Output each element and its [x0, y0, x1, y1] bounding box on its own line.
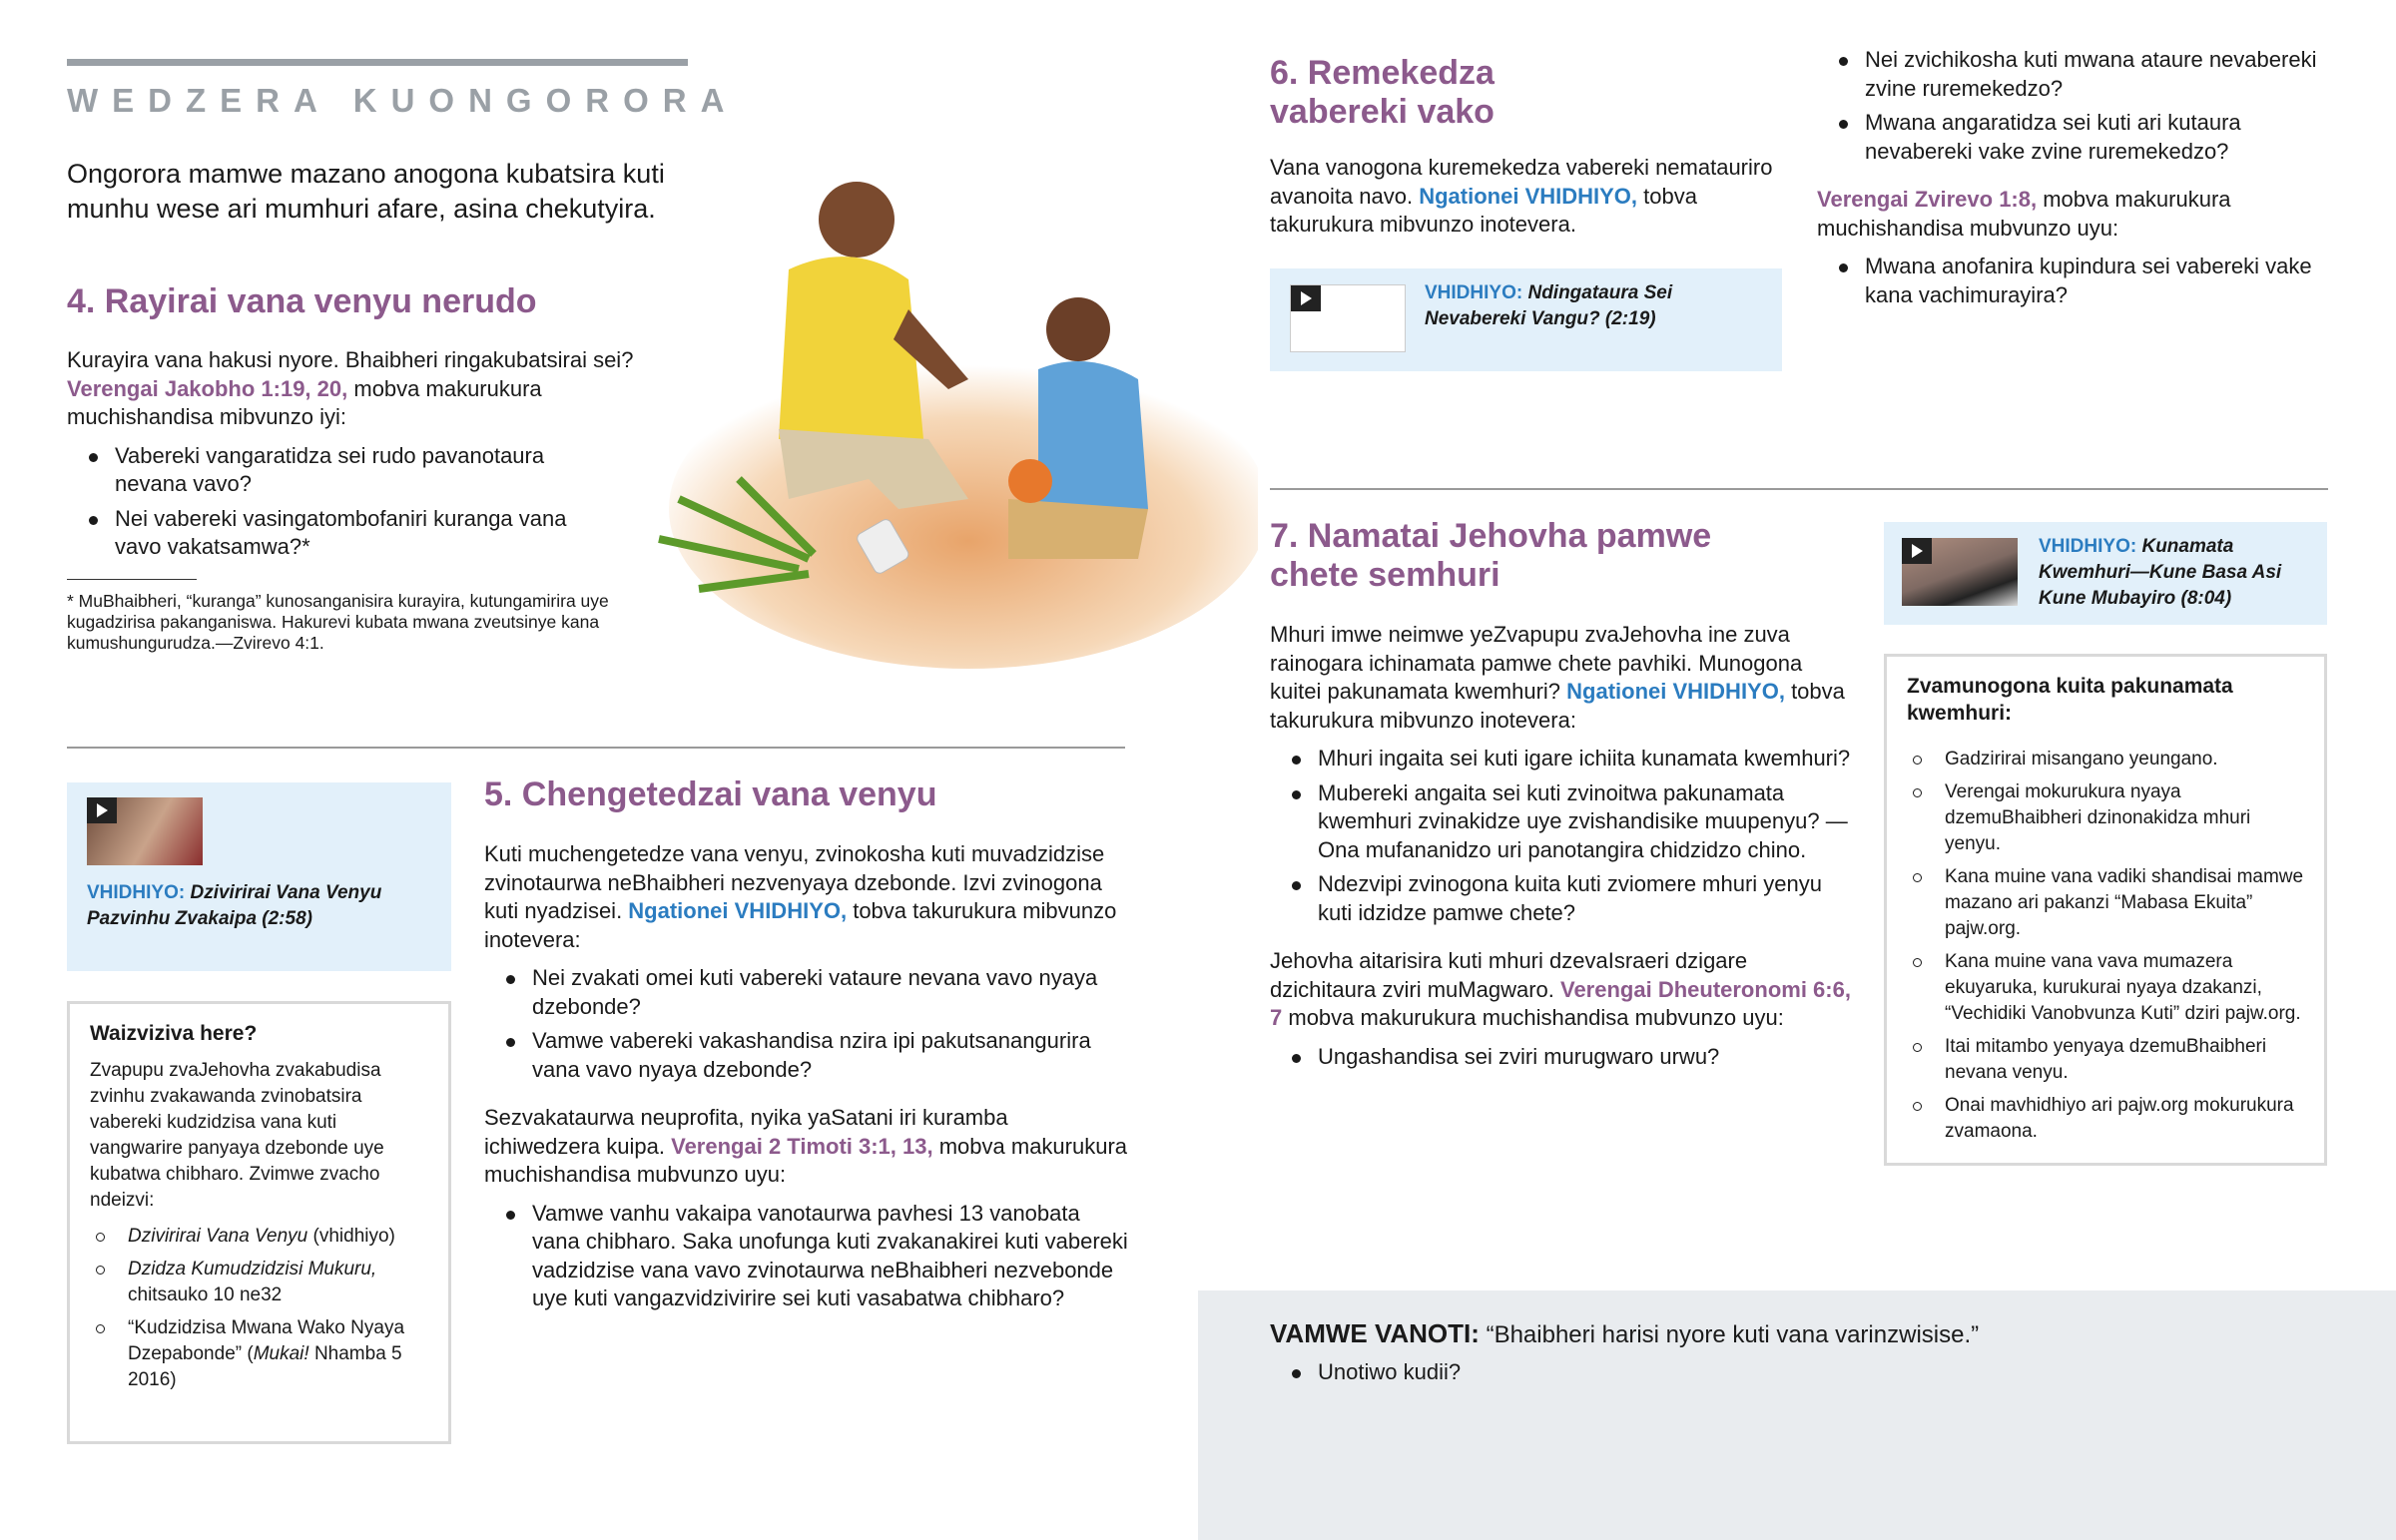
section-6 — [1270, 54, 1789, 240]
section-4-paragraph — [67, 346, 656, 432]
video-thumbnail[interactable] — [1902, 538, 2018, 606]
video-label: VHIDHIYO: — [1425, 282, 1523, 303]
section-7-paragraph — [1270, 621, 1859, 735]
divider — [67, 747, 1125, 749]
video-title[interactable]: Ndingataura Sei Nevabereki Vangu? (2:19) — [1425, 282, 1673, 329]
family-worship-ideas-box — [1884, 654, 2327, 1166]
video-link[interactable]: Ngationei VHIDHIYO, — [628, 898, 848, 923]
question: Unotiwo kudii? — [1270, 1358, 2324, 1387]
others-say-label: VAMWE VANOTI: — [1270, 1318, 1480, 1348]
video-label: VHIDHIYO: — [2039, 536, 2137, 557]
others-say-text — [1270, 1318, 2324, 1350]
text: mobva makurukura muchishandisa mubvunzo uyu: — [1282, 1005, 1784, 1030]
idea-item: Itai mitambo yenyaya dzemuBhaibheri nevana venyu. — [1907, 1034, 2304, 1086]
idea-item: Kana muine vana vadiki shandisai mamwe mazano ari pakanzi “Mabasa Ekuita” pajw.org. — [1907, 864, 2304, 942]
others-say-panel — [1198, 1290, 2396, 1540]
question: Mwana angaratidza sei kuti ari kutaura nevabereki vake zvine ruremekedzo? — [1817, 109, 2336, 166]
question: Nei zvakati omei kuti vabereki vataure nevana vavo nyaya dzebonde? — [484, 964, 1128, 1021]
resource-title: Dzivirirai Vana Venyu — [128, 1226, 308, 1247]
video-caption — [1425, 280, 1764, 332]
did-you-know-box — [67, 1001, 451, 1444]
video-thumbnail[interactable] — [87, 797, 203, 865]
box-title: Waizviziva here? — [90, 1022, 258, 1045]
text: Mhuri imwe neimwe yeZvapupu zvaJehovha ine zuva rainogara ichinamata pamwe chete pavhiki. Munogona kuitei pakunamata kwemhuri? — [1270, 622, 1803, 704]
text: “Kudzidzisa Mwana Wako Nyaya Dzepabonde” ( — [128, 1317, 405, 1364]
section-5-paragraph — [484, 840, 1128, 954]
scripture-link[interactable]: Verengai Zvirevo 1:8, — [1817, 187, 2038, 212]
video-caption — [87, 880, 426, 932]
video-link[interactable]: Ngationei VHIDHIYO, — [1419, 183, 1638, 209]
question: Vamwe vabereki vakashandisa nzira ipi pakutsanangurira vana vavo nyaya dzebonde? — [484, 1027, 1128, 1084]
section-7-paragraph-2 — [1270, 947, 1859, 1033]
scripture-link[interactable]: Verengai Dheuteronomi 6:6, 7 — [1270, 976, 1851, 1030]
text: Sezvakataurwa neuprofita, nyika yaSatani iri kuramba ichiwedzera kuipa. — [484, 1105, 1008, 1159]
text: mobva makurukura muchishandisa mubvunzo uyu: — [1817, 187, 2231, 241]
divider — [1270, 488, 2328, 490]
intro-text: Ongorora mamwe mazano anogona kubatsira kuti munhu wese ari mumhuri afare, asina chekutyira. — [67, 159, 665, 224]
section-6-title: 6. Remekedza vabereki vako — [1270, 54, 1495, 131]
text: mobva makurukura muchishandisa mubvunzo uyu: — [484, 1133, 1128, 1187]
text: Vana vanogona kuremekedza vabereki nematauriro avanoita navo. — [1270, 155, 1773, 209]
video-caption — [2039, 534, 2308, 612]
text: Jehovha aitarisira kuti mhuri dzevaIsraeri dzigare dzichitaura zviri muMagwaro. — [1270, 948, 1748, 1002]
header-bar — [67, 59, 688, 66]
text: (vhidhiyo) — [307, 1226, 395, 1247]
video-label: VHIDHIYO: — [87, 882, 186, 903]
question: Nei zvichikosha kuti mwana ataure nevabereki zvine ruremekedzo? — [1817, 46, 2336, 103]
section-7-title: 7. Namatai Jehovha pamwe chete semhuri — [1270, 517, 1712, 594]
resource-item — [90, 1315, 428, 1393]
play-icon — [1902, 538, 1932, 564]
section-4 — [67, 282, 656, 568]
video-link[interactable]: Ngationei VHIDHIYO, — [1566, 679, 1785, 704]
play-icon — [1291, 285, 1321, 311]
text: Kurayira vana hakusi nyore. Bhaibheri ringakubatsirai sei? — [67, 347, 634, 372]
section-4-title: 4. Rayirai vana venyu nerudo — [67, 282, 537, 320]
question: Mubereki angaita sei kuti zvinoitwa pakunamata kwemhuri zvinakidze uye zvishandisike muupenyu? —Ona mufananidzo uri panotangira chidzidzo chino. — [1270, 779, 1859, 865]
scripture-link[interactable]: Verengai 2 Timoti 3:1, 13, — [671, 1133, 933, 1159]
question: Nei vabereki vasingatombofaniri kuranga vana vavo vakatsamwa?* — [67, 505, 606, 562]
section-6-paragraph — [1270, 154, 1789, 240]
resource-title: Mukai! — [253, 1343, 309, 1364]
text: tobva takurukura mibvunzo inotevera: — [484, 898, 1117, 952]
section-6-right-column — [1817, 46, 2336, 315]
question: Vabereki vangaratidza sei rudo pavanotaura nevana vavo? — [67, 442, 606, 499]
text: Nhamba 5 2016) — [128, 1343, 402, 1390]
video-card-protect-children[interactable] — [67, 782, 451, 971]
idea-item: Onai mavhidhiyo ari pajw.org mokurukura zvamaona. — [1907, 1093, 2304, 1145]
section-6-paragraph-2 — [1817, 186, 2336, 243]
video-title[interactable]: Dzivirirai Vana Venyu Pazvinhu Zvakaipa (2:58) — [87, 882, 382, 929]
resource-title: Dzidza Kumudzidzisi Mukuru, — [128, 1259, 377, 1280]
video-thumbnail[interactable] — [1290, 284, 1406, 352]
scripture-link[interactable]: Verengai Jakobho 1:19, 20, — [67, 375, 348, 401]
question: Ungashandisa sei zviri murugwaro urwu? — [1270, 1043, 1859, 1072]
box-text: Zvapupu zvaJehovha zvakabudisa zvinhu zvakawanda zvinobatsira vabereki kudzidzisa vana kuti vangwarire panyaya dzebonde uye kubatwa chibharo. Zvimwe zvacho ndeizvi: — [90, 1060, 384, 1211]
section-7 — [1270, 517, 1859, 1077]
question: Vamwe vanhu vakaipa vanotaurwa pavhesi 13 vanobata vana chibharo. Saka unofunga kuti zvakanakirei kuti vabereki vadzidzise vana vavo zvinotaurwa neBhaibheri nezvebonde uye kuti vangazvidzivirire sei kuti vasabatwa chibharo? — [484, 1200, 1128, 1313]
question: Mhuri ingaita sei kuti igare ichiita kunamata kwemhuri? — [1270, 745, 1859, 773]
text: mobva makurukura muchishandisa mibvunzo iyi: — [67, 375, 542, 429]
text: chitsauko 10 ne32 — [128, 1284, 283, 1305]
footnote: * MuBhaibheri, “kuranga” kunosanganisira kurayira, kutungamirira uye kugadzirisa pakanganiswa. Hakurevi kubata mwana zveutsinye kana kumushungurudza.—Zvirevo 4:1. — [67, 591, 609, 653]
question: Mwana anofanira kupindura sei vabereki vake kana vachimurayira? — [1817, 253, 2336, 309]
section-5 — [484, 775, 1128, 1319]
video-card-talk-to-parents[interactable] — [1270, 268, 1782, 371]
quote: “Bhaibheri harisi nyore kuti vana varinzwisise.” — [1479, 1321, 1980, 1348]
text: tobva takurukura mibvunzo inotevera: — [1270, 679, 1845, 733]
section-5-paragraph-2 — [484, 1104, 1128, 1190]
resource-item — [90, 1224, 428, 1250]
box-title: Zvamunogona kuita pakunamata kwemhuri: — [1907, 675, 2233, 725]
idea-item: Verengai mokurukura nyaya dzemuBhaibheri dzinonakidza mhuri yenyu. — [1907, 779, 2304, 857]
text: tobva takurukura mibvunzo inotevera. — [1270, 183, 1697, 237]
video-title[interactable]: Kunamata Kwemhuri—Kune Basa Asi Kune Mubayiro (8:04) — [2039, 536, 2282, 609]
footnote-rule — [67, 579, 197, 580]
father-figure — [779, 182, 968, 509]
play-icon — [87, 797, 117, 823]
question: Ndezvipi zvinogona kuita kuti zviomere mhuri yenyu kuti idzidze pamwe chete? — [1270, 870, 1859, 927]
idea-item: Kana muine vana vava mumazera ekuyaruka, kurukurai nyaya dzakanzi, “Vechidiki Vanobvunza Kuti” dziri pajw.org. — [1907, 949, 2304, 1027]
floor — [669, 349, 1258, 669]
resource-item — [90, 1257, 428, 1308]
text: Kuti muchengetedze vana venyu, zvinokosha kuti muvadzidzise zvinotaurwa neBhaibheri nezvenyaya dzebonde. Izvi zvinogona kuti nyadzisei. — [484, 841, 1105, 923]
idea-item: Gadzirirai misangano yeungano. — [1907, 747, 2304, 772]
family-illustration — [639, 180, 1258, 679]
orange-ball — [1008, 459, 1052, 503]
page-title: WEDZERA KUONGORORA — [67, 82, 739, 119]
section-5-title: 5. Chengetedzai vana venyu — [484, 775, 937, 813]
video-card-family-worship[interactable] — [1884, 522, 2327, 625]
